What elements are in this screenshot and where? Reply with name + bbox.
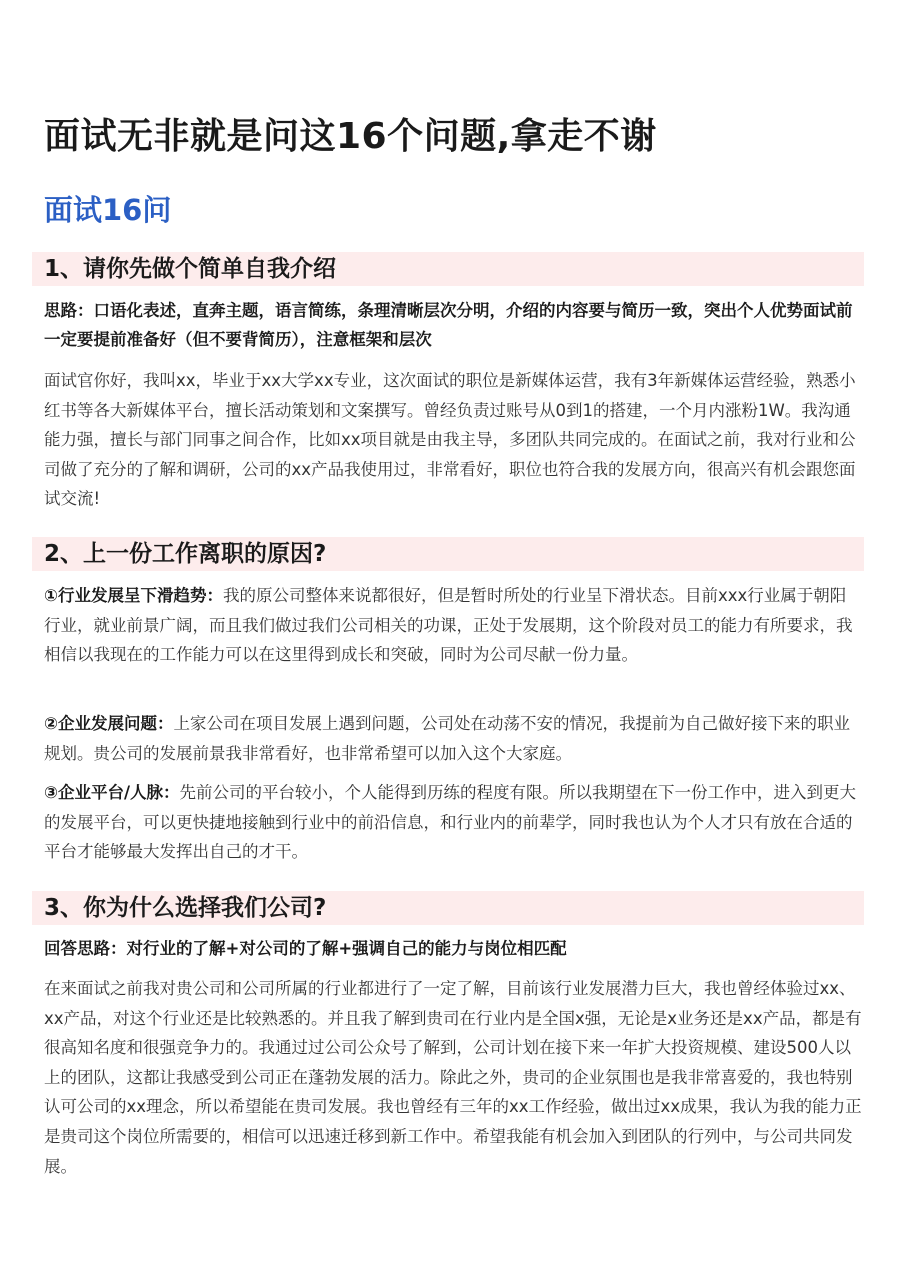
point-2-label: ②企业发展问题： bbox=[44, 714, 174, 733]
page-title: 面试无非就是问这16个问题,拿走不谢 bbox=[44, 116, 657, 157]
point-3-text: 先前公司的平台较小，个人能得到历练的程度有限。所以我期望在下一份工作中，进入到更大的发展平台，可以更快捷地接触到行业中的前沿信息，和行业内的前辈学，同时我也认为个人才只有放在合适的平台才能够最大发挥出自己的才干。 bbox=[44, 783, 856, 862]
question-2-point-3 bbox=[44, 778, 862, 867]
point-2-text: 上家公司在项目发展上遇到问题，公司处在动荡不安的情况，我提前为自己做好接下来的职业规划。贵公司的发展前景我非常看好，也非常希望可以加入这个大家庭。 bbox=[44, 714, 850, 763]
question-3-heading: 3、你为什么选择我们公司? bbox=[32, 891, 864, 925]
question-2-point-2 bbox=[44, 709, 862, 768]
section-subtitle: 面试16问 bbox=[44, 193, 172, 227]
question-1-hint: 思路：口语化表述，直奔主题，语言简练，条理清晰层次分明，介绍的内容要与简历一致，突出个人优势面试前一定要提前准备好（但不要背简历），注意框架和层次 bbox=[44, 301, 853, 349]
question-1-heading: 1、请你先做个简单自我介绍 bbox=[32, 252, 864, 286]
question-3-answer: 在来面试之前我对贵公司和公司所属的行业都进行了一定了解，目前该行业发展潜力巨大，我也曾经体验过xx、xx产品，对这个行业还是比较熟悉的。并且我了解到贵司在行业内是全国x强，无论是x业务还是xx产品，都是有很高知名度和很强竞争力的。我通过过公司公众号了解到，公司计划在接下来一年扩大投资规模、建设500人以上的团队，这都让我感受到公司正在蓬勃发展的活力。除此之外，贵司的企业氛围也是我非常喜爱的，我也特别认可公司的xx理念，所以希望能在贵司发展。我也曾经有三年的xx工作经验，做出过xx成果，我认为我的能力正是贵司这个岗位所需要的，相信可以迅速迁移到新工作中。希望我能有机会加入到团队的行列中，与公司共同发展。 bbox=[44, 979, 862, 1176]
point-1-text: 我的原公司整体来说都很好，但是暂时所处的行业呈下滑状态。目前xxx行业属于朝阳行业，就业前景广阔，而且我们做过我们公司相关的功课，正处于发展期，这个阶段对员工的能力有所要求，我相信以我现在的工作能力可以在这里得到成长和突破，同时为公司尽献一份力量。 bbox=[44, 586, 853, 665]
question-1-answer: 面试官你好，我叫xx，毕业于xx大学xx专业，这次面试的职位是新媒体运营，我有3年新媒体运营经验，熟悉小红书等各大新媒体平台，擅长活动策划和文案撰写。曾经负责过账号从0到1的搭建，一个月内涨粉1W。我沟通能力强，擅长与部门同事之间合作，比如xx项目就是由我主导，多团队共同完成的。在面试之前，我对行业和公司做了充分的了解和调研，公司的xx产品我使用过，非常看好，职位也符合我的发展方向，很高兴有机会跟您面试交流! bbox=[44, 371, 856, 509]
question-3-hint: 回答思路：对行业的了解+对公司的了解+强调自己的能力与岗位相匹配 bbox=[44, 939, 567, 958]
question-2-heading: 2、上一份工作离职的原因? bbox=[32, 537, 864, 571]
point-3-label: ③企业平台/人脉： bbox=[44, 783, 180, 802]
question-2-point-1 bbox=[44, 581, 862, 670]
point-1-label: ①行业发展呈下滑趋势： bbox=[44, 586, 223, 605]
